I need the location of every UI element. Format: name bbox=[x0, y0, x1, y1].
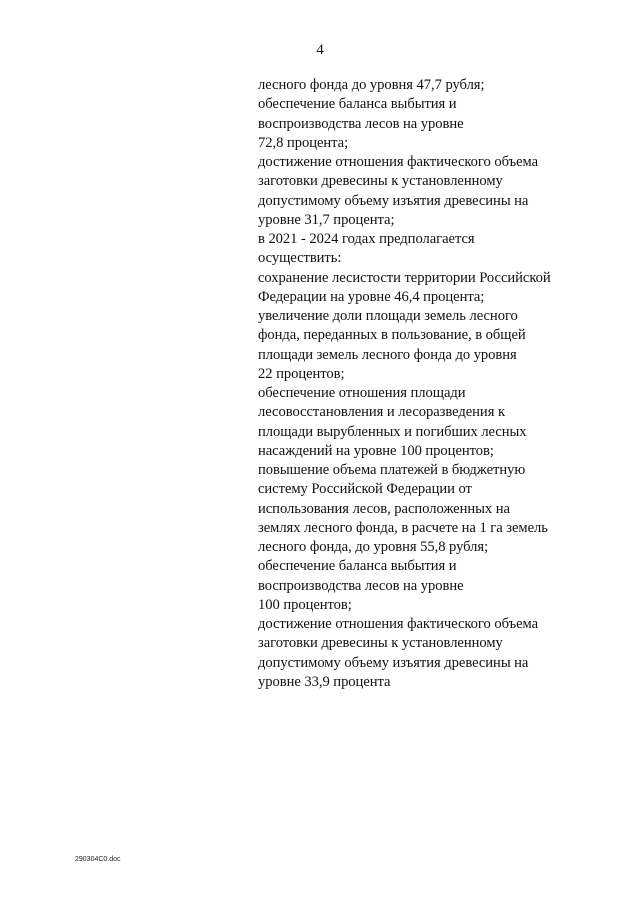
text-line: 22 процентов; bbox=[258, 365, 345, 382]
text-line: уровне 33,9 процента bbox=[258, 673, 391, 690]
text-line: 72,8 процента; bbox=[258, 134, 349, 151]
text-line: обеспечение баланса выбытия и bbox=[258, 558, 457, 575]
text-line: допустимому объему изъятия древесины на bbox=[258, 192, 529, 209]
text-line: воспроизводства лесов на уровне bbox=[258, 577, 464, 594]
text-line: заготовки древесины к установленному bbox=[258, 173, 503, 190]
text-line: фонда, переданных в пользование, в общей bbox=[258, 327, 526, 344]
text-line: площади вырубленных и погибших лесных bbox=[258, 423, 527, 440]
text-line: допустимому объему изъятия древесины на bbox=[258, 654, 529, 671]
text-line: сохранение лесистости территории Российской bbox=[258, 269, 551, 286]
text-line: достижение отношения фактического объема bbox=[258, 616, 539, 632]
text-line: заготовки древесины к установленному bbox=[258, 635, 503, 652]
text-line: использования лесов, расположенных на bbox=[258, 500, 510, 517]
footer-filename: 290304C0.doc bbox=[75, 856, 121, 863]
text-line: лесного фонда до уровня 47,7 рубля; bbox=[258, 77, 485, 93]
text-line: в 2021 - 2024 годах предполагается bbox=[258, 231, 475, 247]
text-line: повышение объема платежей в бюджетную bbox=[258, 462, 526, 478]
text-line: воспроизводства лесов на уровне bbox=[258, 115, 464, 132]
text-line: 100 процентов; bbox=[258, 596, 352, 613]
text-line: Федерации на уровне 46,4 процента; bbox=[258, 288, 485, 305]
text-line: осуществить: bbox=[258, 250, 342, 267]
document-body bbox=[258, 76, 588, 692]
page-number: 4 bbox=[316, 42, 324, 58]
text-line: лесного фонда, до уровня 55,8 рубля; bbox=[258, 539, 489, 555]
text-line: увеличение доли площади земель лесного bbox=[258, 308, 518, 324]
text-line: обеспечение баланса выбытия и bbox=[258, 96, 457, 113]
text-line: обеспечение отношения площади bbox=[258, 385, 466, 401]
text-line: землях лесного фонда, в расчете на 1 га земель bbox=[258, 519, 548, 536]
text-line: лесовосстановления и лесоразведения к bbox=[258, 404, 505, 421]
text-line: достижение отношения фактического объема bbox=[258, 154, 539, 170]
text-line: площади земель лесного фонда до уровня bbox=[258, 346, 517, 363]
text-line: насаждений на уровне 100 процентов; bbox=[258, 442, 494, 459]
text-line: систему Российской Федерации от bbox=[258, 481, 472, 498]
text-line: уровне 31,7 процента; bbox=[258, 211, 395, 228]
